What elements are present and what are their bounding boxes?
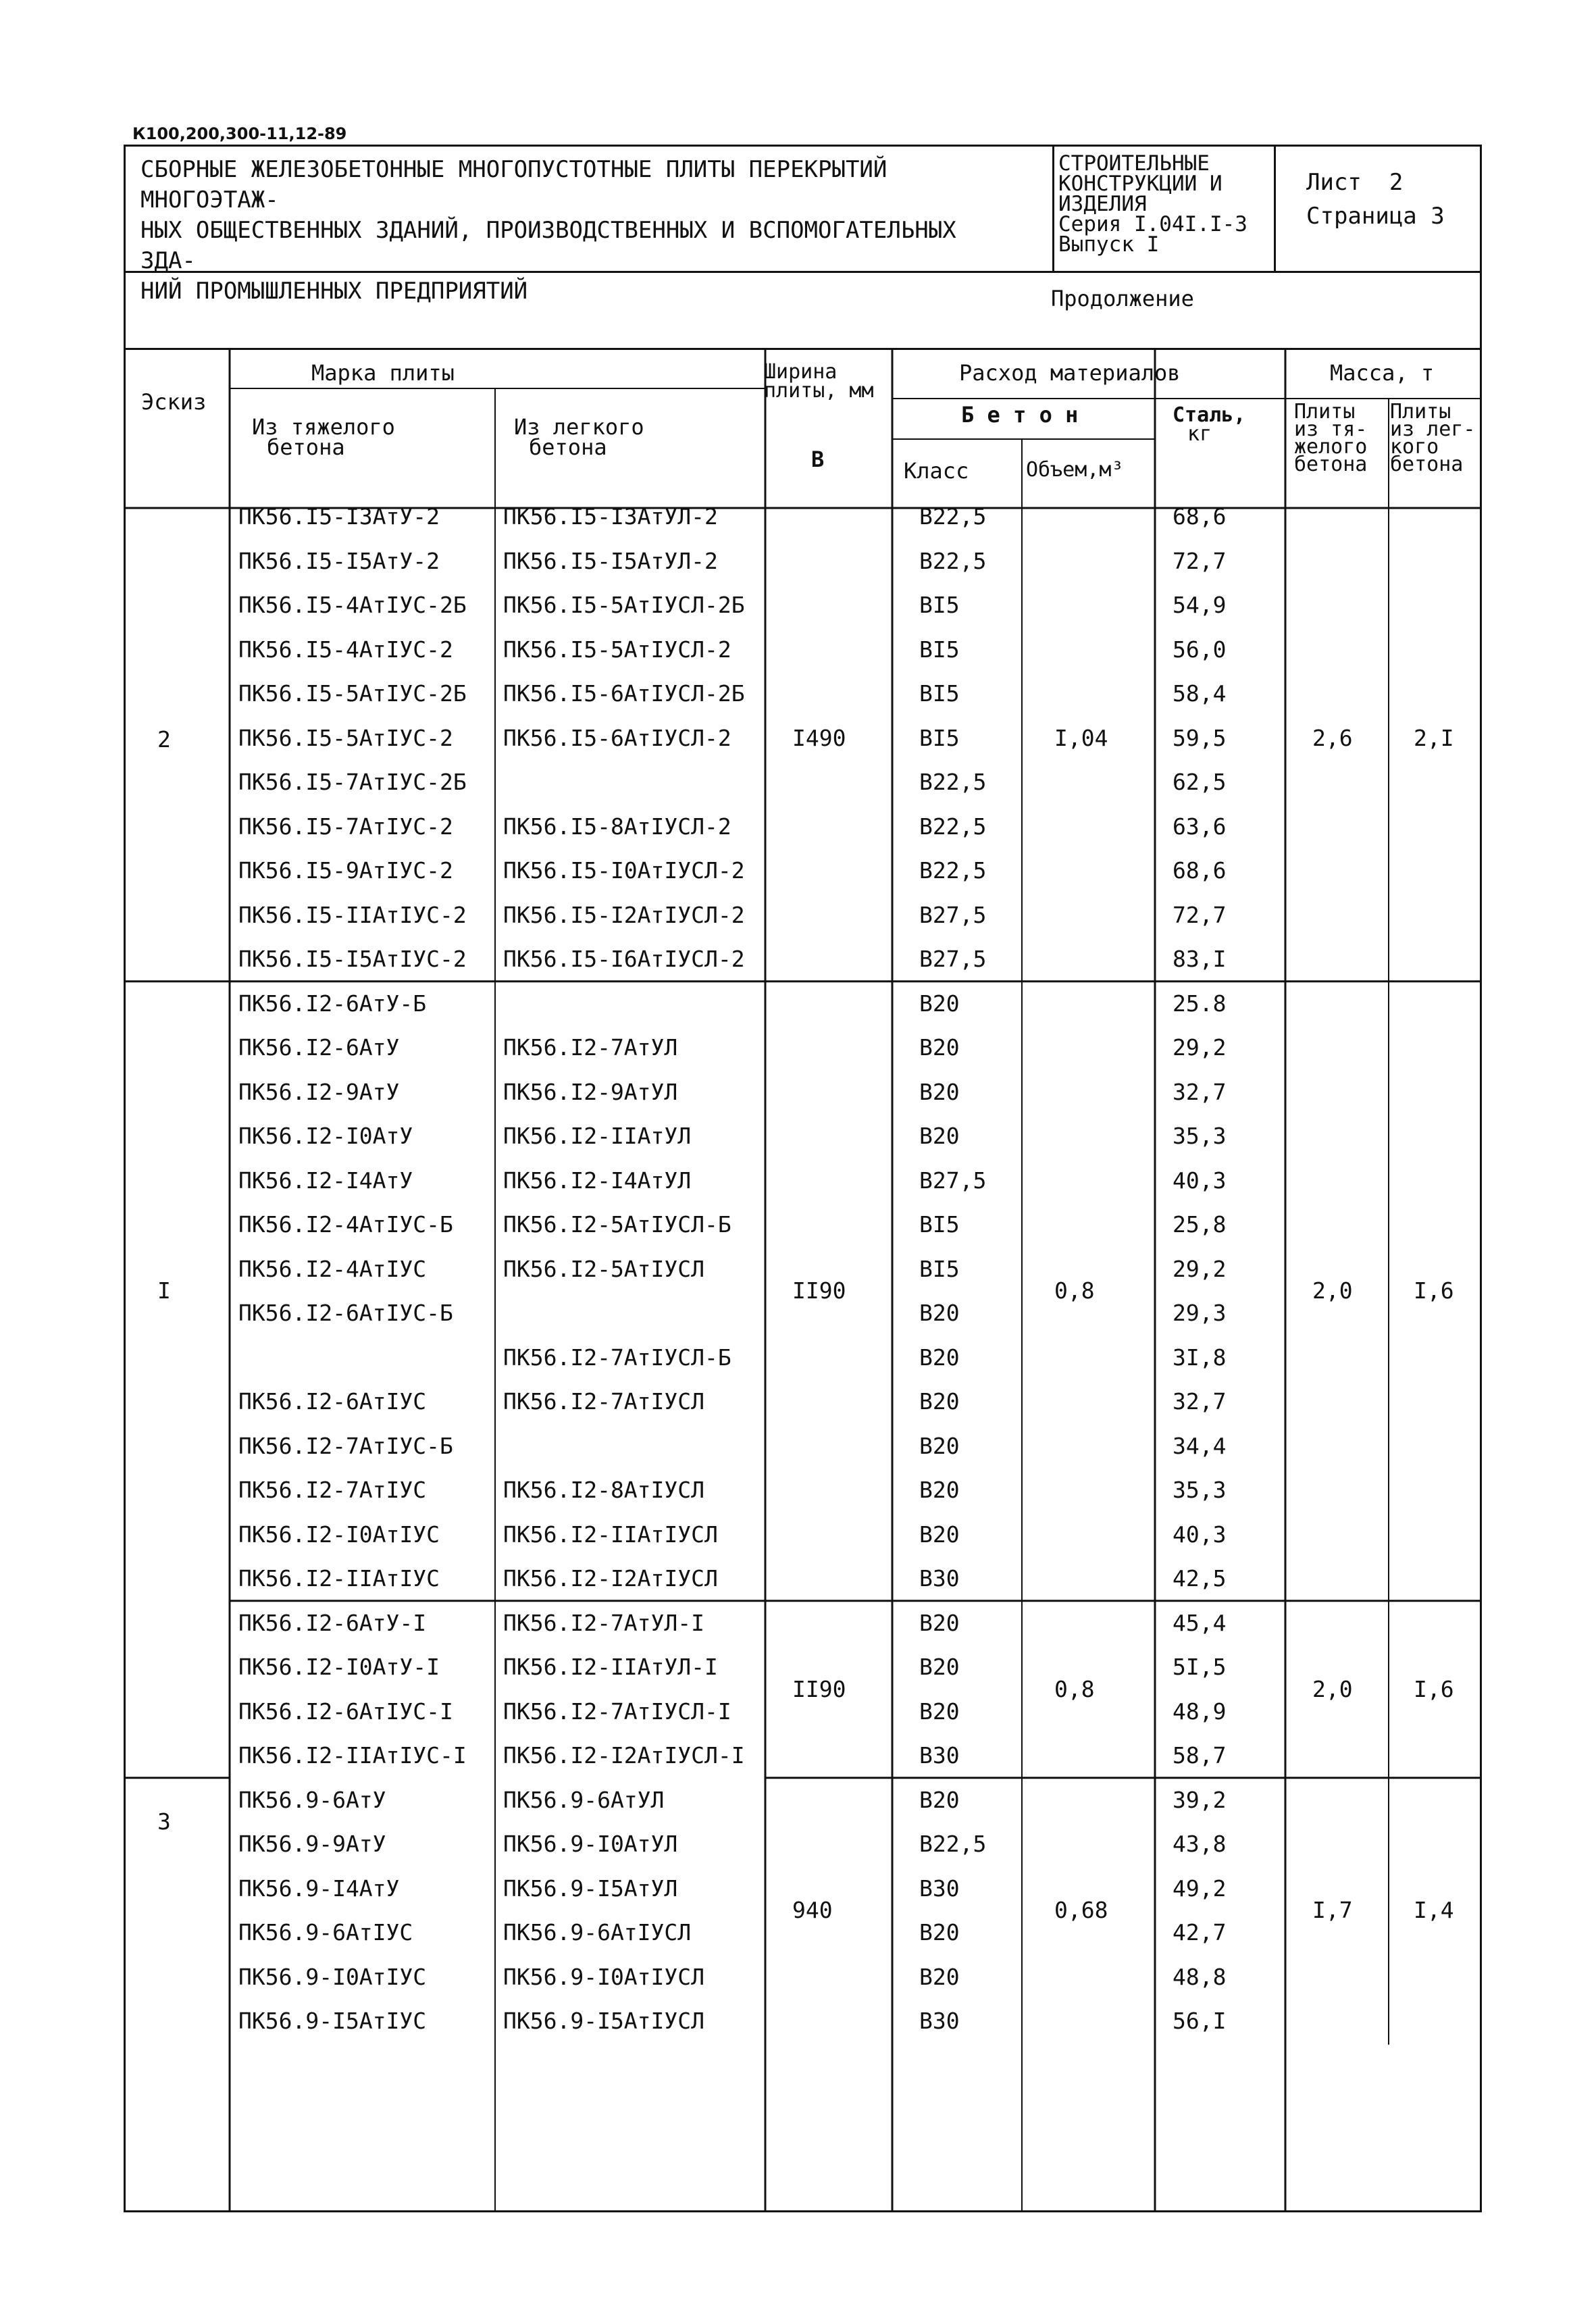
- concrete-class: В20: [919, 1654, 960, 1680]
- light-concrete-brand: ПК56.I5-I6АтIУСЛ-2: [503, 946, 745, 972]
- steel-consumption: 68,6: [1173, 857, 1227, 884]
- steel-consumption: 49,2: [1173, 1875, 1227, 1902]
- light-concrete-brand: ПК56.I2-7АтУЛ-I: [503, 1609, 705, 1636]
- heavy-concrete-brand: ПК56.I5-I3АтУ-2: [238, 503, 440, 530]
- document-code: К100,200,300-11,12-89: [132, 124, 347, 143]
- slab-width: II90: [792, 1675, 846, 1702]
- steel-consumption: 72,7: [1173, 547, 1227, 574]
- header-text: кого: [1390, 435, 1439, 459]
- header-text: бетона: [529, 434, 607, 460]
- category-line: ИЗДЕЛИЯ: [1058, 192, 1147, 216]
- steel-consumption: 62,5: [1173, 769, 1227, 795]
- light-concrete-brand: ПК56.9-I5АтIУСЛ: [503, 2008, 705, 2034]
- heavy-concrete-brand: ПК56.I2-6АтУ-I: [238, 1609, 427, 1636]
- slab-width: I490: [792, 724, 846, 751]
- concrete-volume: 0,68: [1054, 1897, 1108, 1924]
- steel-consumption: 42,7: [1173, 1919, 1227, 1946]
- light-concrete-brand: ПК56.9-6АтУЛ: [503, 1786, 665, 1813]
- concrete-class: В22,5: [919, 769, 987, 795]
- light-concrete-brand: ПК56.I5-6АтIУСЛ-2: [503, 724, 731, 751]
- header-text: желого: [1294, 435, 1368, 459]
- mass-heavy-concrete: 2,0: [1312, 1675, 1353, 1702]
- steel-consumption: 35,3: [1173, 1123, 1227, 1149]
- steel-consumption: 35,3: [1173, 1477, 1227, 1503]
- title-divider: [1274, 147, 1276, 271]
- heavy-concrete-brand: ПК56.9-I4АтУ: [238, 1875, 400, 1902]
- concrete-class: В27,5: [919, 1167, 987, 1194]
- concrete-class: ВI5: [919, 724, 960, 751]
- steel-consumption: 29,2: [1173, 1255, 1227, 1282]
- steel-consumption: 3I,8: [1173, 1344, 1227, 1371]
- col-header-brand: Марка плиты: [311, 360, 455, 386]
- concrete-class: В30: [919, 1875, 960, 1902]
- category-line: СТРОИТЕЛЬНЫЕ: [1058, 151, 1210, 176]
- heavy-concrete-brand: ПК56.9-I5АтIУС: [238, 2008, 427, 2034]
- steel-consumption: 45,4: [1173, 1609, 1227, 1636]
- heavy-concrete-brand: ПК56.I5-4АтIУС-2Б: [238, 592, 467, 618]
- steel-consumption: 40,3: [1173, 1521, 1227, 1548]
- light-concrete-brand: ПК56.I2-5АтIУСЛ-Б: [503, 1211, 731, 1238]
- concrete-class: В22,5: [919, 547, 987, 574]
- concrete-class: В20: [919, 1388, 960, 1415]
- steel-consumption: 29,3: [1173, 1300, 1227, 1326]
- header-text: кг: [1187, 422, 1212, 446]
- steel-consumption: 59,5: [1173, 724, 1227, 751]
- heavy-concrete-brand: ПК56.I2-I0АтIУС: [238, 1521, 440, 1548]
- heavy-concrete-brand: ПК56.I2-6АтIУС: [238, 1388, 427, 1415]
- heavy-concrete-brand: ПК56.9-6АтУ: [238, 1786, 386, 1813]
- light-concrete-brand: ПК56.9-6АтIУСЛ: [503, 1919, 692, 1946]
- concrete-class: В20: [919, 1477, 960, 1503]
- concrete-class: В20: [919, 1300, 960, 1326]
- heavy-concrete-brand: ПК56.I2-6АтУ: [238, 1034, 400, 1061]
- heavy-concrete-brand: ПК56.I5-IIАтIУС-2: [238, 901, 467, 928]
- concrete-class: В20: [919, 1963, 960, 1990]
- steel-consumption: 83,I: [1173, 946, 1227, 972]
- heavy-concrete-brand: ПК56.I2-7АтIУС-Б: [238, 1432, 453, 1459]
- light-concrete-brand: ПК56.I5-5АтIУСЛ-2: [503, 636, 731, 663]
- page-number: Страница 3: [1306, 203, 1445, 230]
- header-text: бетона: [1390, 453, 1464, 476]
- concrete-class: В20: [919, 1609, 960, 1636]
- header-text: из лег-: [1390, 417, 1476, 441]
- heavy-concrete-brand: ПК56.9-9АтУ: [238, 1831, 386, 1857]
- concrete-class: ВI5: [919, 1255, 960, 1282]
- heavy-concrete-brand: ПК56.I2-I0АтУ: [238, 1123, 413, 1149]
- light-concrete-brand: ПК56.I2-5АтIУСЛ: [503, 1255, 705, 1282]
- concrete-class: В27,5: [919, 901, 987, 928]
- col-header-class: Класс: [904, 458, 969, 484]
- light-concrete-brand: ПК56.I2-8АтIУСЛ: [503, 1477, 705, 1503]
- concrete-volume: 0,8: [1054, 1675, 1095, 1702]
- concrete-class: В27,5: [919, 946, 987, 972]
- light-concrete-brand: ПК56.I2-IIАтУЛ: [503, 1123, 692, 1149]
- header-text: Ширина: [764, 360, 838, 384]
- heavy-concrete-brand: ПК56.I2-IIАтIУС-I: [238, 1742, 467, 1769]
- heavy-concrete-brand: ПК56.I2-I4АтУ: [238, 1167, 413, 1194]
- header-text: Из тяжелого: [252, 414, 395, 440]
- concrete-class: ВI5: [919, 592, 960, 618]
- mass-heavy-concrete: I,7: [1312, 1897, 1353, 1924]
- steel-consumption: 58,4: [1173, 680, 1227, 707]
- continuation-label: Продолжение: [1051, 286, 1194, 311]
- col-header-concrete: Б е т о н: [961, 402, 1079, 428]
- light-concrete-brand: ПК56.I5-I0АтIУСЛ-2: [503, 857, 745, 884]
- light-concrete-brand: ПК56.I2-I2АтIУСЛ: [503, 1565, 718, 1592]
- col-header-light: [514, 414, 644, 460]
- heavy-concrete-brand: ПК56.I2-6АтIУС-I: [238, 1698, 453, 1725]
- heavy-concrete-brand: ПК56.I5-I5АтУ-2: [238, 547, 440, 574]
- heavy-concrete-brand: ПК56.I2-6АтIУС-Б: [238, 1300, 453, 1326]
- header-text: бетона: [1294, 453, 1368, 476]
- light-concrete-brand: ПК56.I2-7АтIУСЛ: [503, 1388, 705, 1415]
- concrete-class: В30: [919, 1565, 960, 1592]
- steel-consumption: 68,6: [1173, 503, 1227, 530]
- steel-consumption: 40,3: [1173, 1167, 1227, 1194]
- light-concrete-brand: ПК56.I2-7АтIУСЛ-I: [503, 1698, 731, 1725]
- header-text: Сталь,: [1173, 403, 1246, 427]
- light-concrete-brand: ПК56.I5-5АтIУСЛ-2Б: [503, 592, 745, 618]
- light-concrete-brand: ПК56.9-I0АтУЛ: [503, 1831, 678, 1857]
- steel-consumption: 54,9: [1173, 592, 1227, 618]
- sketch-number: I: [157, 1277, 171, 1304]
- col-header-materials: Расход материалов: [959, 360, 1181, 386]
- header-text: Плиты: [1294, 400, 1356, 424]
- concrete-class: В20: [919, 1919, 960, 1946]
- concrete-class: В30: [919, 1742, 960, 1769]
- mass-light-concrete: I,4: [1414, 1897, 1454, 1924]
- concrete-class: В20: [919, 1123, 960, 1149]
- concrete-class: В20: [919, 990, 960, 1017]
- slab-width: 940: [792, 1897, 833, 1924]
- sketch-number: 2: [157, 726, 171, 753]
- steel-consumption: 72,7: [1173, 901, 1227, 928]
- concrete-volume: 0,8: [1054, 1277, 1095, 1304]
- light-concrete-brand: ПК56.I2-I2АтIУСЛ-I: [503, 1742, 745, 1769]
- steel-consumption: 42,5: [1173, 1565, 1227, 1592]
- concrete-class: В22,5: [919, 503, 987, 530]
- header-text: Из легкого: [514, 414, 644, 440]
- sheet-info: [1306, 166, 1445, 233]
- steel-consumption: 29,2: [1173, 1034, 1227, 1061]
- continuation-row: [124, 271, 1482, 350]
- steel-consumption: 25,8: [1173, 1211, 1227, 1238]
- light-concrete-brand: ПК56.I5-8АтIУСЛ-2: [503, 813, 731, 840]
- concrete-class: В22,5: [919, 857, 987, 884]
- col-header-sketch: Эскиз: [141, 389, 207, 415]
- col-header-heavy: [252, 414, 395, 460]
- concrete-class: В20: [919, 1078, 960, 1105]
- heavy-concrete-brand: ПК56.9-I0АтIУС: [238, 1963, 427, 1990]
- heavy-concrete-brand: ПК56.I5-7АтIУС-2: [238, 813, 453, 840]
- series-line: Серия I.04I.I-3: [1058, 212, 1247, 236]
- heavy-concrete-brand: ПК56.I5-9АтIУС-2: [238, 857, 453, 884]
- concrete-class: В30: [919, 2008, 960, 2034]
- light-concrete-brand: ПК56.I5-I3АтУЛ-2: [503, 503, 718, 530]
- title-divider: [1052, 147, 1054, 271]
- heavy-concrete-brand: ПК56.I5-5АтIУС-2: [238, 724, 453, 751]
- light-concrete-brand: ПК56.I2-7АтУЛ: [503, 1034, 678, 1061]
- steel-consumption: 39,2: [1173, 1786, 1227, 1813]
- steel-consumption: 32,7: [1173, 1078, 1227, 1105]
- col-header-width: [764, 360, 874, 403]
- concrete-class: В20: [919, 1786, 960, 1813]
- steel-consumption: 48,9: [1173, 1698, 1227, 1725]
- concrete-class: ВI5: [919, 636, 960, 663]
- light-concrete-brand: ПК56.I2-7АтIУСЛ-Б: [503, 1344, 731, 1371]
- light-concrete-brand: ПК56.9-I0АтIУСЛ: [503, 1963, 705, 1990]
- heavy-concrete-brand: ПК56.I2-9АтУ: [238, 1078, 400, 1105]
- light-concrete-brand: ПК56.I5-6АтIУСЛ-2Б: [503, 680, 745, 707]
- series-info: [1058, 153, 1275, 255]
- steel-consumption: 48,8: [1173, 1963, 1227, 1990]
- concrete-class: ВI5: [919, 1211, 960, 1238]
- heavy-concrete-brand: ПК56.I2-I0АтУ-I: [238, 1654, 440, 1680]
- header-text: плиты, мм: [764, 379, 874, 403]
- light-concrete-brand: ПК56.I5-I2АтIУСЛ-2: [503, 901, 745, 928]
- heavy-concrete-brand: ПК56.I2-IIАтIУС: [238, 1565, 440, 1592]
- header-text: бетона: [267, 434, 345, 460]
- mass-light-concrete: I,6: [1414, 1675, 1454, 1702]
- steel-consumption: 56,I: [1173, 2008, 1227, 2034]
- steel-consumption: 56,0: [1173, 636, 1227, 663]
- col-header-mass-heavy: [1294, 400, 1368, 476]
- mass-heavy-concrete: 2,6: [1312, 724, 1353, 751]
- col-header-mass: Масса, т: [1330, 360, 1435, 386]
- concrete-class: В20: [919, 1698, 960, 1725]
- mass-light-concrete: I,6: [1414, 1277, 1454, 1304]
- heavy-concrete-brand: ПК56.I5-5АтIУС-2Б: [238, 680, 467, 707]
- heavy-concrete-brand: ПК56.9-6АтIУС: [238, 1919, 413, 1946]
- heavy-concrete-brand: ПК56.I2-4АтIУС-Б: [238, 1211, 453, 1238]
- category-line: КОНСТРУКЦИИ И: [1058, 172, 1222, 196]
- steel-consumption: 63,6: [1173, 813, 1227, 840]
- light-concrete-brand: ПК56.9-I5АтУЛ: [503, 1875, 678, 1902]
- concrete-class: В20: [919, 1521, 960, 1548]
- concrete-class: ВI5: [919, 680, 960, 707]
- steel-consumption: 43,8: [1173, 1831, 1227, 1857]
- sheet-number: Лист 2: [1306, 169, 1404, 196]
- header-text: Плиты: [1390, 400, 1451, 424]
- light-concrete-brand: ПК56.I5-I5АтУЛ-2: [503, 547, 718, 574]
- light-concrete-brand: ПК56.I2-9АтУЛ: [503, 1078, 678, 1105]
- steel-consumption: 25.8: [1173, 990, 1227, 1017]
- col-header-steel: [1173, 403, 1246, 446]
- concrete-volume: I,04: [1054, 724, 1108, 751]
- steel-consumption: 5I,5: [1173, 1654, 1227, 1680]
- mass-light-concrete: 2,I: [1414, 724, 1454, 751]
- steel-consumption: 32,7: [1173, 1388, 1227, 1415]
- issue-line: Выпуск I: [1058, 232, 1160, 257]
- col-header-mass-light: [1390, 400, 1476, 476]
- heavy-concrete-brand: ПК56.I2-6АтУ-Б: [238, 990, 427, 1017]
- concrete-class: В22,5: [919, 1831, 987, 1857]
- header-text: из тя-: [1294, 417, 1368, 441]
- heavy-concrete-brand: ПК56.I5-4АтIУС-2: [238, 636, 453, 663]
- col-header-width-symbol: В: [811, 447, 825, 472]
- title-line: НИЙ ПРОМЫШЛЕННЫХ ПРЕДПРИЯТИЙ: [140, 278, 528, 305]
- concrete-class: В20: [919, 1344, 960, 1371]
- title-line: НЫХ ОБЩЕСТВЕННЫХ ЗДАНИЙ, ПРОИЗВОДСТВЕННЫХ И ВСПОМОГАТЕЛЬНЫХ ЗДА-: [140, 217, 956, 274]
- heavy-concrete-brand: ПК56.I2-4АтIУС: [238, 1255, 427, 1282]
- steel-consumption: 58,7: [1173, 1742, 1227, 1769]
- concrete-class: В22,5: [919, 813, 987, 840]
- concrete-class: В20: [919, 1432, 960, 1459]
- materials-table: [124, 348, 1482, 2212]
- mass-heavy-concrete: 2,0: [1312, 1277, 1353, 1304]
- sketch-number: 3: [157, 1808, 171, 1835]
- slab-width: II90: [792, 1277, 846, 1304]
- light-concrete-brand: ПК56.I2-I4АтУЛ: [503, 1167, 692, 1194]
- heavy-concrete-brand: ПК56.I5-7АтIУС-2Б: [238, 769, 467, 795]
- heavy-concrete-brand: ПК56.I5-I5АтIУС-2: [238, 946, 467, 972]
- concrete-class: В20: [919, 1034, 960, 1061]
- col-header-volume: Объем,м³: [1026, 458, 1124, 482]
- heavy-concrete-brand: ПК56.I2-7АтIУС: [238, 1477, 427, 1503]
- light-concrete-brand: ПК56.I2-IIАтIУСЛ: [503, 1521, 718, 1548]
- title-line: СБОРНЫЕ ЖЕЛЕЗОБЕТОННЫЕ МНОГОПУСТОТНЫЕ ПЛИТЫ ПЕРЕКРЫТИЙ МНОГОЭТАЖ-: [140, 156, 887, 213]
- light-concrete-brand: ПК56.I2-IIАтУЛ-I: [503, 1654, 718, 1680]
- steel-consumption: 34,4: [1173, 1432, 1227, 1459]
